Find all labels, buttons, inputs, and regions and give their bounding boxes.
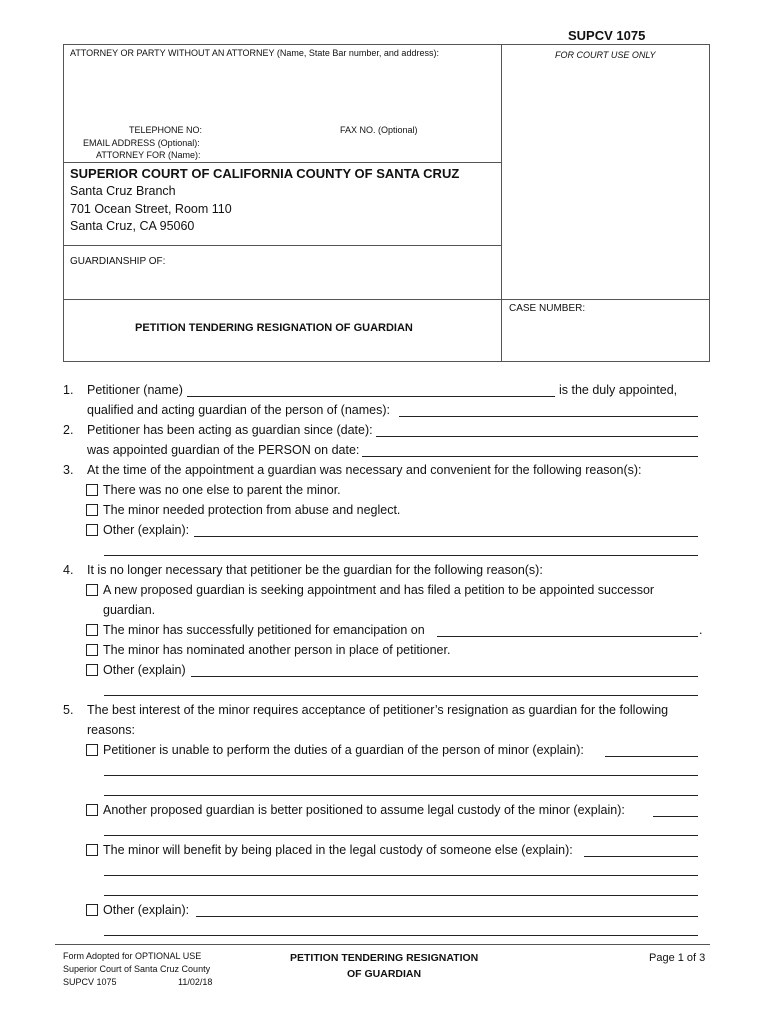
item-4-option-2: The minor has successfully petitioned for emancipation on xyxy=(103,623,425,637)
item-4-option-1a: A new proposed guardian is seeking appointment and has filed a petition to be appointed successor xyxy=(103,583,655,597)
item-4-option-1b: guardian. xyxy=(103,603,156,617)
item-3-checkbox-2[interactable] xyxy=(86,504,98,516)
form-title: PETITION TENDERING RESIGNATION OF GUARDIAN xyxy=(135,322,413,334)
item-3-explain-field-1[interactable] xyxy=(194,536,698,537)
court-use-only-label: FOR COURT USE ONLY xyxy=(555,50,656,60)
item-5-checkbox-2[interactable] xyxy=(86,804,98,816)
item-5-checkbox-4[interactable] xyxy=(86,904,98,916)
emancipation-date-field[interactable] xyxy=(437,636,698,637)
item-1-text-a: Petitioner (name) xyxy=(87,383,183,397)
item-5-option-2: Another proposed guardian is better positioned to assume legal custody of the minor (explain): xyxy=(103,803,625,817)
item-4-checkbox-2[interactable] xyxy=(86,624,98,636)
court-section-bottom xyxy=(63,245,501,246)
item-3-option-3: Other (explain): xyxy=(103,523,190,537)
item-5-checkbox-1[interactable] xyxy=(86,744,98,756)
attorney-label: ATTORNEY OR PARTY WITHOUT AN ATTORNEY (Name, State Bar number, and address): xyxy=(70,48,439,58)
item-5-option-1: Petitioner is unable to perform the duties of a guardian of the person of minor (explain): xyxy=(103,743,584,757)
item-5-explain-1-field-a[interactable] xyxy=(605,756,698,757)
fax-label: FAX NO. (Optional) xyxy=(340,125,418,135)
minor-names-field[interactable] xyxy=(399,416,698,417)
item-4-option-2-end: . xyxy=(699,623,703,637)
item-3-checkbox-1[interactable] xyxy=(86,484,98,496)
footer-court: Superior Court of Santa Cruz County xyxy=(63,964,211,974)
item-2-number: 2. xyxy=(63,423,74,437)
item-4-checkbox-1[interactable] xyxy=(86,584,98,596)
item-3-text-a: At the time of the appointment a guardian was necessary and convenient for the following reason(s): xyxy=(87,463,642,477)
item-4-checkbox-4[interactable] xyxy=(86,664,98,676)
item-3-number: 3. xyxy=(63,463,74,477)
item-5-text-a: The best interest of the minor requires acceptance of petitioner’s resignation as guardian for the following xyxy=(87,703,669,717)
court-city: Santa Cruz, CA 95060 xyxy=(70,219,195,233)
item-4-checkbox-3[interactable] xyxy=(86,644,98,656)
item-5-explain-2-field-b[interactable] xyxy=(104,835,698,836)
item-5-text-b: reasons: xyxy=(87,723,135,737)
caption-divider xyxy=(501,44,502,362)
footer-title-line-2: OF GUARDIAN xyxy=(347,968,422,980)
item-4-number: 4. xyxy=(63,563,74,577)
item-5-option-3: The minor will benefit by being placed in the legal custody of someone else (explain): xyxy=(103,843,573,857)
telephone-label: TELEPHONE NO: xyxy=(129,125,203,135)
court-street: 701 Ocean Street, Room 110 xyxy=(70,202,232,216)
email-label: EMAIL ADDRESS (Optional): xyxy=(83,138,200,148)
court-branch: Santa Cruz Branch xyxy=(70,184,176,198)
item-3-explain-field-2[interactable] xyxy=(104,555,698,556)
court-name: SUPERIOR COURT OF CALIFORNIA COUNTY OF SANTA CRUZ xyxy=(70,166,460,181)
attorney-section-bottom xyxy=(63,162,501,163)
item-5-explain-4-field-a[interactable] xyxy=(196,916,698,917)
item-5-explain-3-field-a[interactable] xyxy=(584,856,698,857)
case-number-label: CASE NUMBER: xyxy=(509,303,586,314)
item-1-number: 1. xyxy=(63,383,74,397)
footer-title-line-1: PETITION TENDERING RESIGNATION xyxy=(290,952,479,964)
petitioner-name-field[interactable] xyxy=(187,396,555,397)
item-5-explain-3-field-b[interactable] xyxy=(104,875,698,876)
item-5-explain-2-field-a[interactable] xyxy=(653,816,698,817)
guardianship-section-bottom xyxy=(63,299,710,300)
item-1-text-c: qualified and acting guardian of the person of (names): xyxy=(87,403,390,417)
item-4-option-4: Other (explain) xyxy=(103,663,186,677)
item-4-text-a: It is no longer necessary that petitioner be the guardian for the following reason(s): xyxy=(87,563,543,577)
item-4-option-3: The minor has nominated another person in place of petitioner. xyxy=(103,643,451,657)
attorney-for-label: ATTORNEY FOR (Name): xyxy=(96,150,201,160)
item-5-explain-1-field-b[interactable] xyxy=(104,775,698,776)
footer-adopted: Form Adopted for OPTIONAL USE xyxy=(63,951,202,961)
item-2-text-b: was appointed guardian of the PERSON on date: xyxy=(87,443,360,457)
acting-since-date-field[interactable] xyxy=(376,436,698,437)
item-4-explain-field-1[interactable] xyxy=(191,676,698,677)
item-5-explain-4-field-b[interactable] xyxy=(104,935,698,936)
item-2-text-a: Petitioner has been acting as guardian since (date): xyxy=(87,423,373,437)
item-5-number: 5. xyxy=(63,703,74,717)
item-4-explain-field-2[interactable] xyxy=(104,695,698,696)
item-1-text-b: is the duly appointed, xyxy=(559,383,678,397)
item-3-option-2: The minor needed protection from abuse and neglect. xyxy=(103,503,401,517)
form-code: SUPCV 1075 xyxy=(568,28,646,43)
item-3-checkbox-3[interactable] xyxy=(86,524,98,536)
footer-page-number: Page 1 of 3 xyxy=(649,952,706,964)
item-5-explain-1-field-c[interactable] xyxy=(104,795,698,796)
item-3-option-1: There was no one else to parent the minor. xyxy=(103,483,341,497)
guardianship-label: GUARDIANSHIP OF: xyxy=(70,256,166,267)
footer-date: 11/02/18 xyxy=(178,977,213,987)
footer-rule xyxy=(55,944,710,945)
item-5-option-4: Other (explain): xyxy=(103,903,190,917)
appointed-date-field[interactable] xyxy=(362,456,698,457)
item-5-checkbox-3[interactable] xyxy=(86,844,98,856)
item-5-explain-3-field-c[interactable] xyxy=(104,895,698,896)
footer-code: SUPCV 1075 xyxy=(63,977,117,987)
